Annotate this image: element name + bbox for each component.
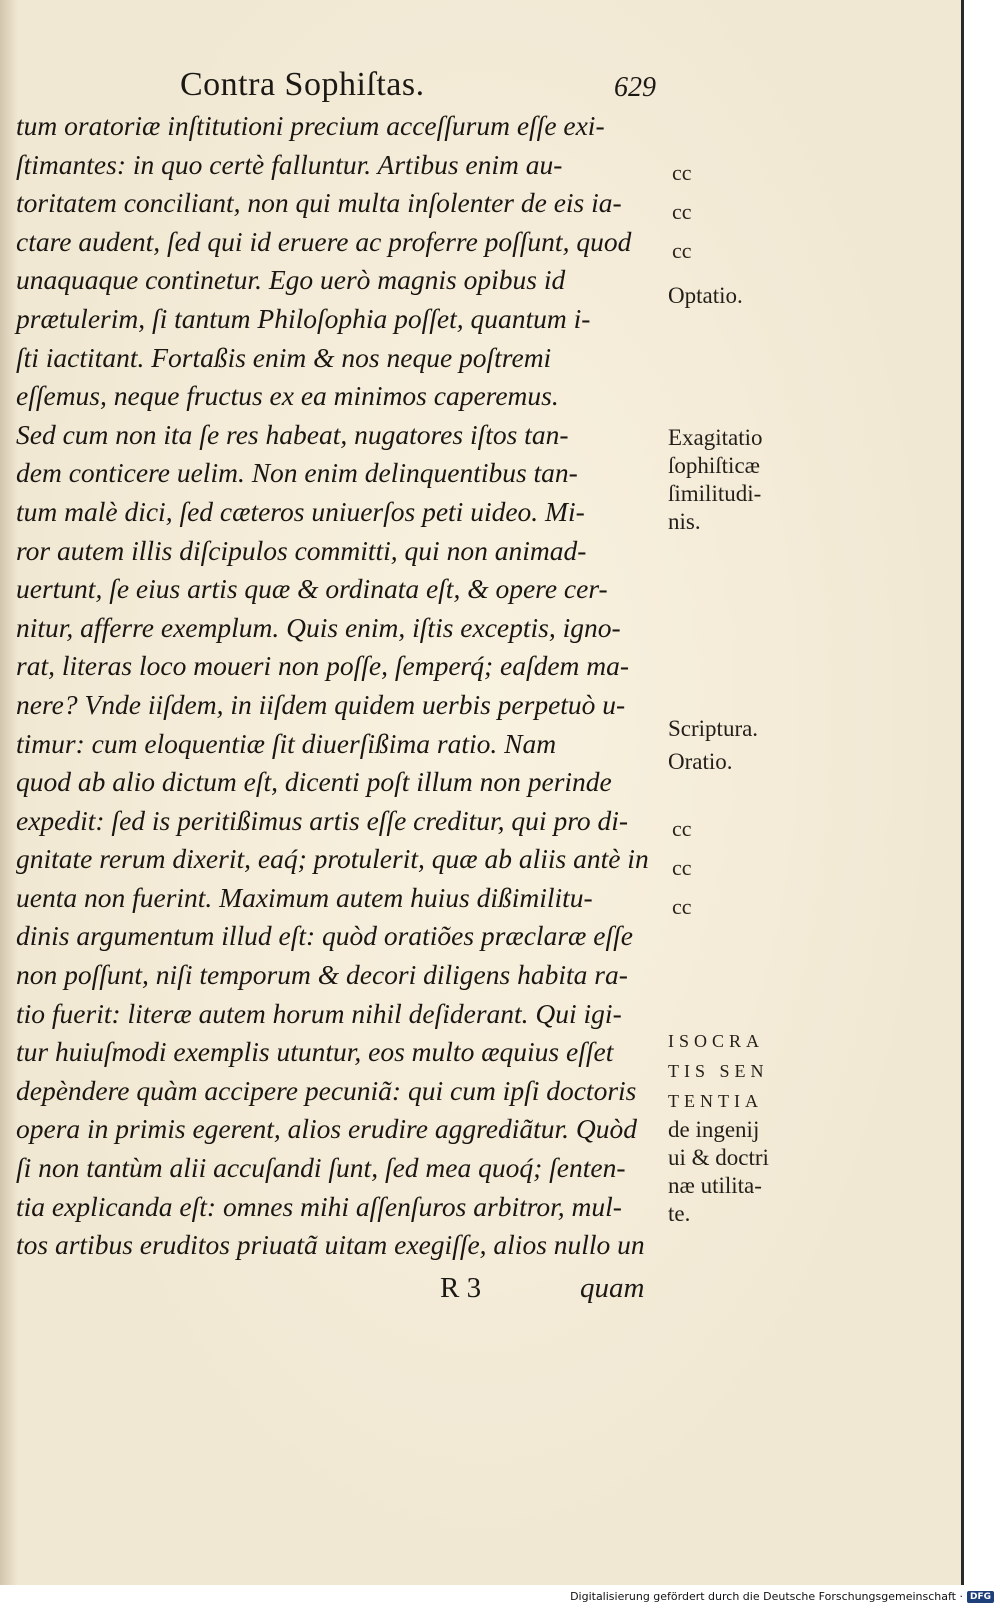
margin-note-line: næ utilita- — [668, 1173, 762, 1198]
margin-note-line: Oratio. — [668, 749, 733, 774]
margin-note-line: TENTIA — [668, 1091, 763, 1111]
text-line: ſi non tantùm alii accuſandi ſunt, ſed mea quoq́; ſenten- — [16, 1152, 626, 1184]
digitization-credit — [570, 1590, 994, 1603]
signature-mark: R 3 — [440, 1272, 482, 1304]
catchword: quam — [580, 1272, 645, 1304]
margin-note-line: de ingenij — [668, 1117, 760, 1142]
margin-note-optatio: Optatio. — [668, 283, 743, 308]
text-line: tum malè dici, ſed cæteros uniuerſos peti uideo. Mi- — [16, 495, 585, 527]
margin-quote-mark: cc — [672, 816, 692, 841]
text-line: dinis argumentum illud eſt: quòd oratiões præclaræ eſſe — [16, 920, 633, 952]
text-line: quod ab alio dictum eſt, dicenti poſt illum non perinde — [16, 766, 612, 798]
text-line: tio fuerit: literæ autem horum nihil deſiderant. Qui igi- — [16, 997, 622, 1029]
margin-quote-mark: cc — [672, 160, 692, 185]
margin-note-line: ui & doctri — [668, 1145, 769, 1170]
text-line: prætulerim, ſi tantum Philoſophia poſſet, quantum i- — [16, 302, 591, 334]
text-line: gnitate rerum dixerit, eaq́; protulerit, quæ ab aliis antè in — [16, 843, 649, 875]
margin-note-line: ſimilitudi- — [668, 481, 762, 506]
margin-quote-mark: cc — [672, 894, 692, 919]
margin-note-line: Exagitatio — [668, 425, 763, 450]
text-line: ctare audent, ſed qui id eruere ac proferre poſſunt, quod — [16, 225, 632, 257]
text-line: ror autem illis diſcipulos committi, qui non animad- — [16, 534, 587, 566]
text-line: rat, literas loco moueri non poſſe, ſemperq́; eaſdem ma- — [16, 650, 630, 682]
margin-note-line: nis. — [668, 509, 701, 534]
margin-quote-mark: cc — [672, 855, 692, 880]
page-number: 629 — [614, 72, 656, 103]
margin-quote-mark: cc — [672, 199, 692, 224]
body-text — [16, 107, 656, 1265]
text-line: nitur, afferre exemplum. Quis enim, iſtis exceptis, igno- — [16, 611, 621, 643]
running-title: Contra Sophiſtas. — [180, 66, 425, 103]
margin-quote-mark: cc — [672, 238, 692, 263]
text-line: toritatem conciliant, non qui multa inſolenter de eis ia- — [16, 187, 622, 219]
text-line: depèndere quàm accipere pecuniã: qui cum ipſi doctoris — [16, 1074, 637, 1106]
text-line: non poſſunt, niſi temporum & decori diligens habita ra- — [16, 959, 628, 991]
text-line: Sed cum non ita ſe res habeat, nugatores iſtos tan- — [16, 418, 569, 450]
text-line: nere? Vnde iiſdem, in iiſdem quidem uerbis perpetuò u- — [16, 688, 626, 720]
text-line: tur huiuſmodi exemplis utuntur, eos multo æquius eſſet — [16, 1036, 614, 1068]
credit-text: Digitalisierung gefördert durch die Deutsche Forschungsgemeinschaft · — [570, 1590, 963, 1603]
margin-note-line: ſophiſticæ — [668, 453, 760, 478]
text-line: tum oratoriæ inſtitutioni precium acceſſurum eſſe exi- — [16, 110, 605, 141]
margin-note-scriptura — [668, 712, 758, 778]
text-line: opera in primis egerent, alios erudire aggrediãtur. Quòd — [16, 1113, 638, 1145]
margin-note-exagitatio — [668, 424, 763, 536]
margin-note-line: te. — [668, 1201, 691, 1226]
text-line: tia explicanda eſt: omnes mihi aſſenſuros arbitror, mul- — [16, 1190, 622, 1222]
dfg-logo: DFG — [967, 1591, 994, 1603]
text-line: tos artibus eruditos priuatã uitam exegiſſe, alios nullo un — [16, 1229, 645, 1261]
margin-note-line: TIS SEN — [668, 1061, 769, 1081]
margin-note-isocratis — [668, 1026, 769, 1228]
margin-note-line: Scriptura. — [668, 716, 759, 741]
text-line: expedit: ſed is peritißimus artis eſſe creditur, qui pro di- — [16, 804, 629, 836]
text-line: unaquaque continetur. Ego uerò magnis opibus id — [16, 264, 566, 296]
text-line: eſſemus, neque fructus ex ea minimos caperemus. — [16, 380, 559, 412]
text-line: ſti iactitant. Fortaßis enim & nos neque poſtremi — [16, 341, 552, 373]
text-line: uenta non fuerint. Maximum autem huius dißimilitu- — [16, 881, 593, 913]
page-edge — [961, 0, 964, 1585]
margin-note-line: ISOCRA — [668, 1031, 765, 1051]
text-line: timur: cum eloquentiæ ſit diuerſißima ratio. Nam — [16, 727, 557, 759]
text-line: dem conticere uelim. Non enim delinquentibus tan- — [16, 457, 578, 489]
text-line: uertunt, ſe eius artis quæ & ordinata eſt, & opere cer- — [16, 573, 608, 605]
page-footer — [0, 1272, 700, 1322]
text-line: ſtimantes: in quo certè falluntur. Artibus enim au- — [16, 148, 563, 180]
